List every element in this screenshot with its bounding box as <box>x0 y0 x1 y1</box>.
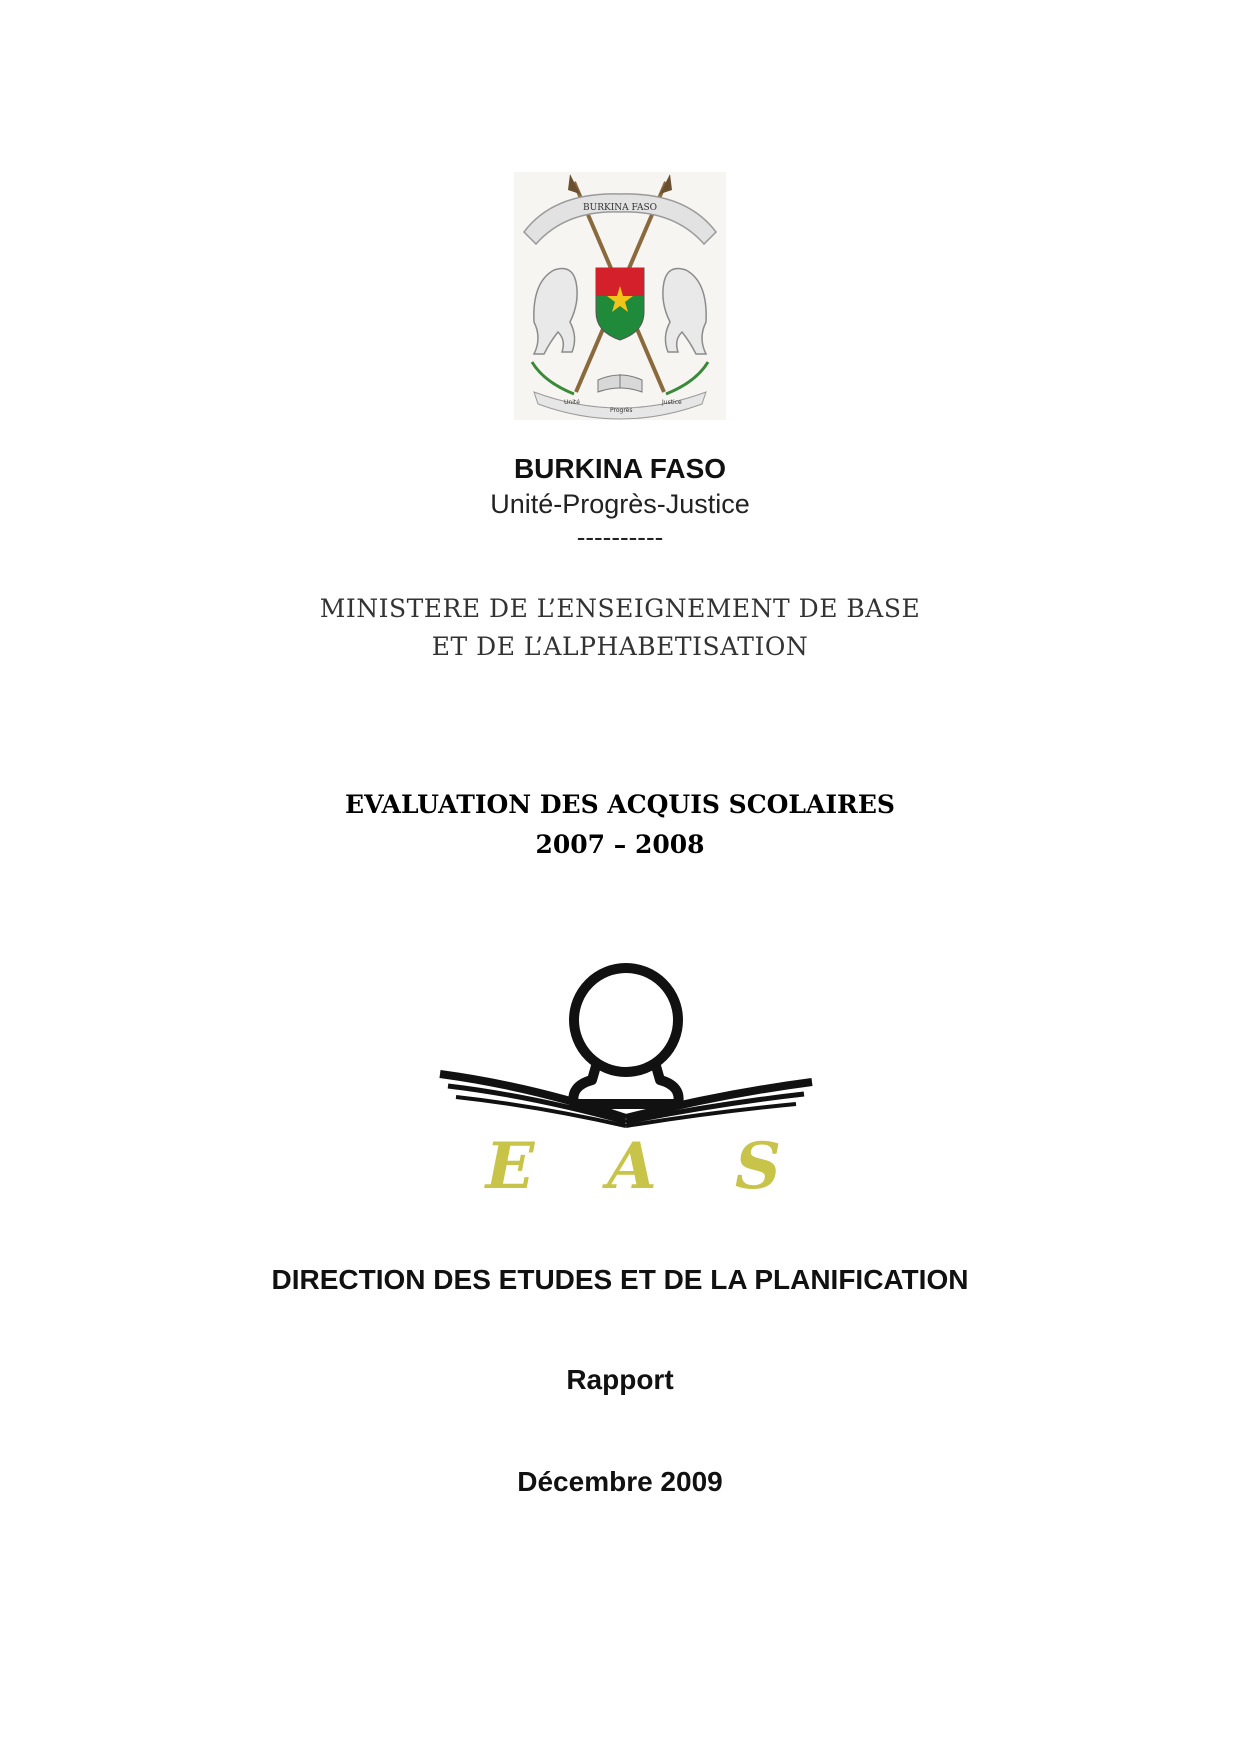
separator: ---------- <box>576 522 664 552</box>
country-name: BURKINA FASO <box>513 453 727 484</box>
ministry-name <box>0 590 1240 666</box>
national-motto: Unité-Progrès-Justice <box>490 489 750 519</box>
emblem-motto-2: Progrès <box>610 407 633 414</box>
coat-of-arms-icon <box>514 172 726 420</box>
emblem-motto-3: Justice <box>662 399 682 406</box>
report-label: Rapport <box>566 1364 674 1395</box>
eas-letter-a: A <box>607 1129 657 1204</box>
eas-letter-e: E <box>485 1129 535 1204</box>
ministry-line-1: MINISTERE DE L’ENSEIGNEMENT DE BASE <box>319 594 921 623</box>
evaluation-title <box>0 785 1240 865</box>
evaluation-line-1: EVALUATION DES ACQUIS SCOLAIRES <box>345 790 895 819</box>
reader-with-book-icon <box>440 968 812 1126</box>
eas-letter-s: S <box>734 1129 782 1204</box>
eas-logo <box>420 890 840 1210</box>
direction-name: DIRECTION DES ETUDES ET DE LA PLANIFICATION <box>271 1264 969 1295</box>
evaluation-years: 2007 – 2008 <box>535 830 705 859</box>
emblem-motto-1: Unité <box>564 399 580 406</box>
emblem-banner-text: BURKINA FASO <box>583 203 657 213</box>
report-date: Décembre 2009 <box>517 1466 723 1497</box>
ministry-line-2: ET DE L’ALPHABETISATION <box>431 632 809 661</box>
